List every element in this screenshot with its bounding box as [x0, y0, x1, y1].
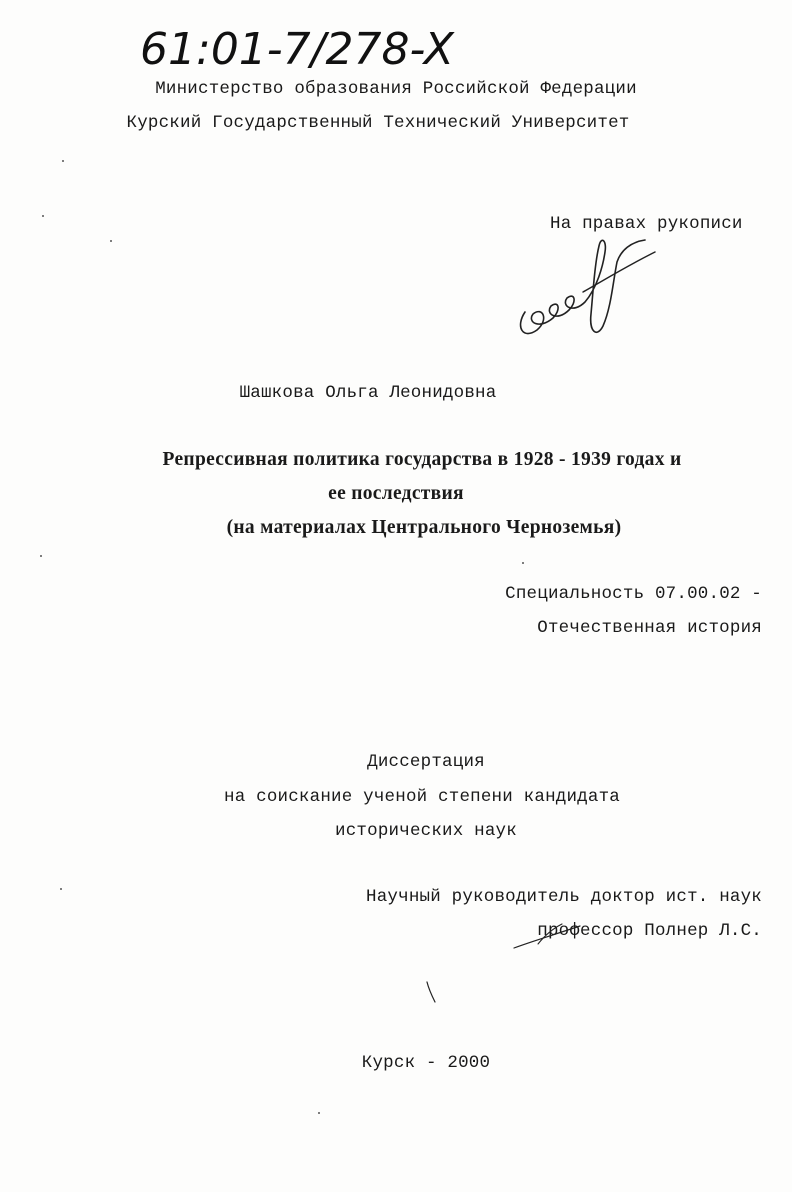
- dissertation-title-line-1: Репрессивная политика государства в 1928 - 1939 годах и: [162, 449, 682, 470]
- pen-mark: [424, 980, 438, 1004]
- scan-speck: [42, 215, 44, 217]
- supervisor-line-1: Научный руководитель доктор ист. наук: [366, 887, 762, 907]
- scan-speck: [60, 888, 62, 890]
- scan-speck: [110, 240, 112, 242]
- scan-speck: [40, 555, 42, 557]
- specialty-line-2: Отечественная история: [537, 618, 762, 638]
- author-name: Шашкова Ольга Леонидовна: [239, 383, 497, 403]
- archive-code-text: 61:01-7/278-X: [140, 24, 454, 75]
- degree-line-1: Диссертация: [367, 752, 485, 772]
- university-line: Курский Государственный Технический Университет: [126, 113, 630, 133]
- supervisor-signature: [510, 916, 600, 956]
- place-year: Курск - 2000: [361, 1053, 491, 1073]
- supervisor-line-2: профессор Полнер Л.С.: [537, 921, 762, 941]
- author-signature: [505, 222, 665, 347]
- dissertation-title-line-2: ее последствия: [328, 483, 464, 504]
- ministry-line: Министерство образования Российской Федерации: [155, 79, 637, 99]
- dissertation-title-line-3: (на материалах Центрального Черноземья): [226, 517, 622, 538]
- scan-speck: [318, 1112, 320, 1114]
- handwritten-archive-code: [140, 18, 540, 78]
- scan-speck: [62, 160, 64, 162]
- scan-speck: [522, 562, 524, 564]
- specialty-line-1: Специальность 07.00.02 -: [505, 584, 762, 604]
- manuscript-note: На правах рукописи: [550, 214, 743, 234]
- degree-line-2: на соискание ученой степени кандидата: [224, 787, 620, 807]
- degree-line-3: исторических наук: [335, 821, 517, 841]
